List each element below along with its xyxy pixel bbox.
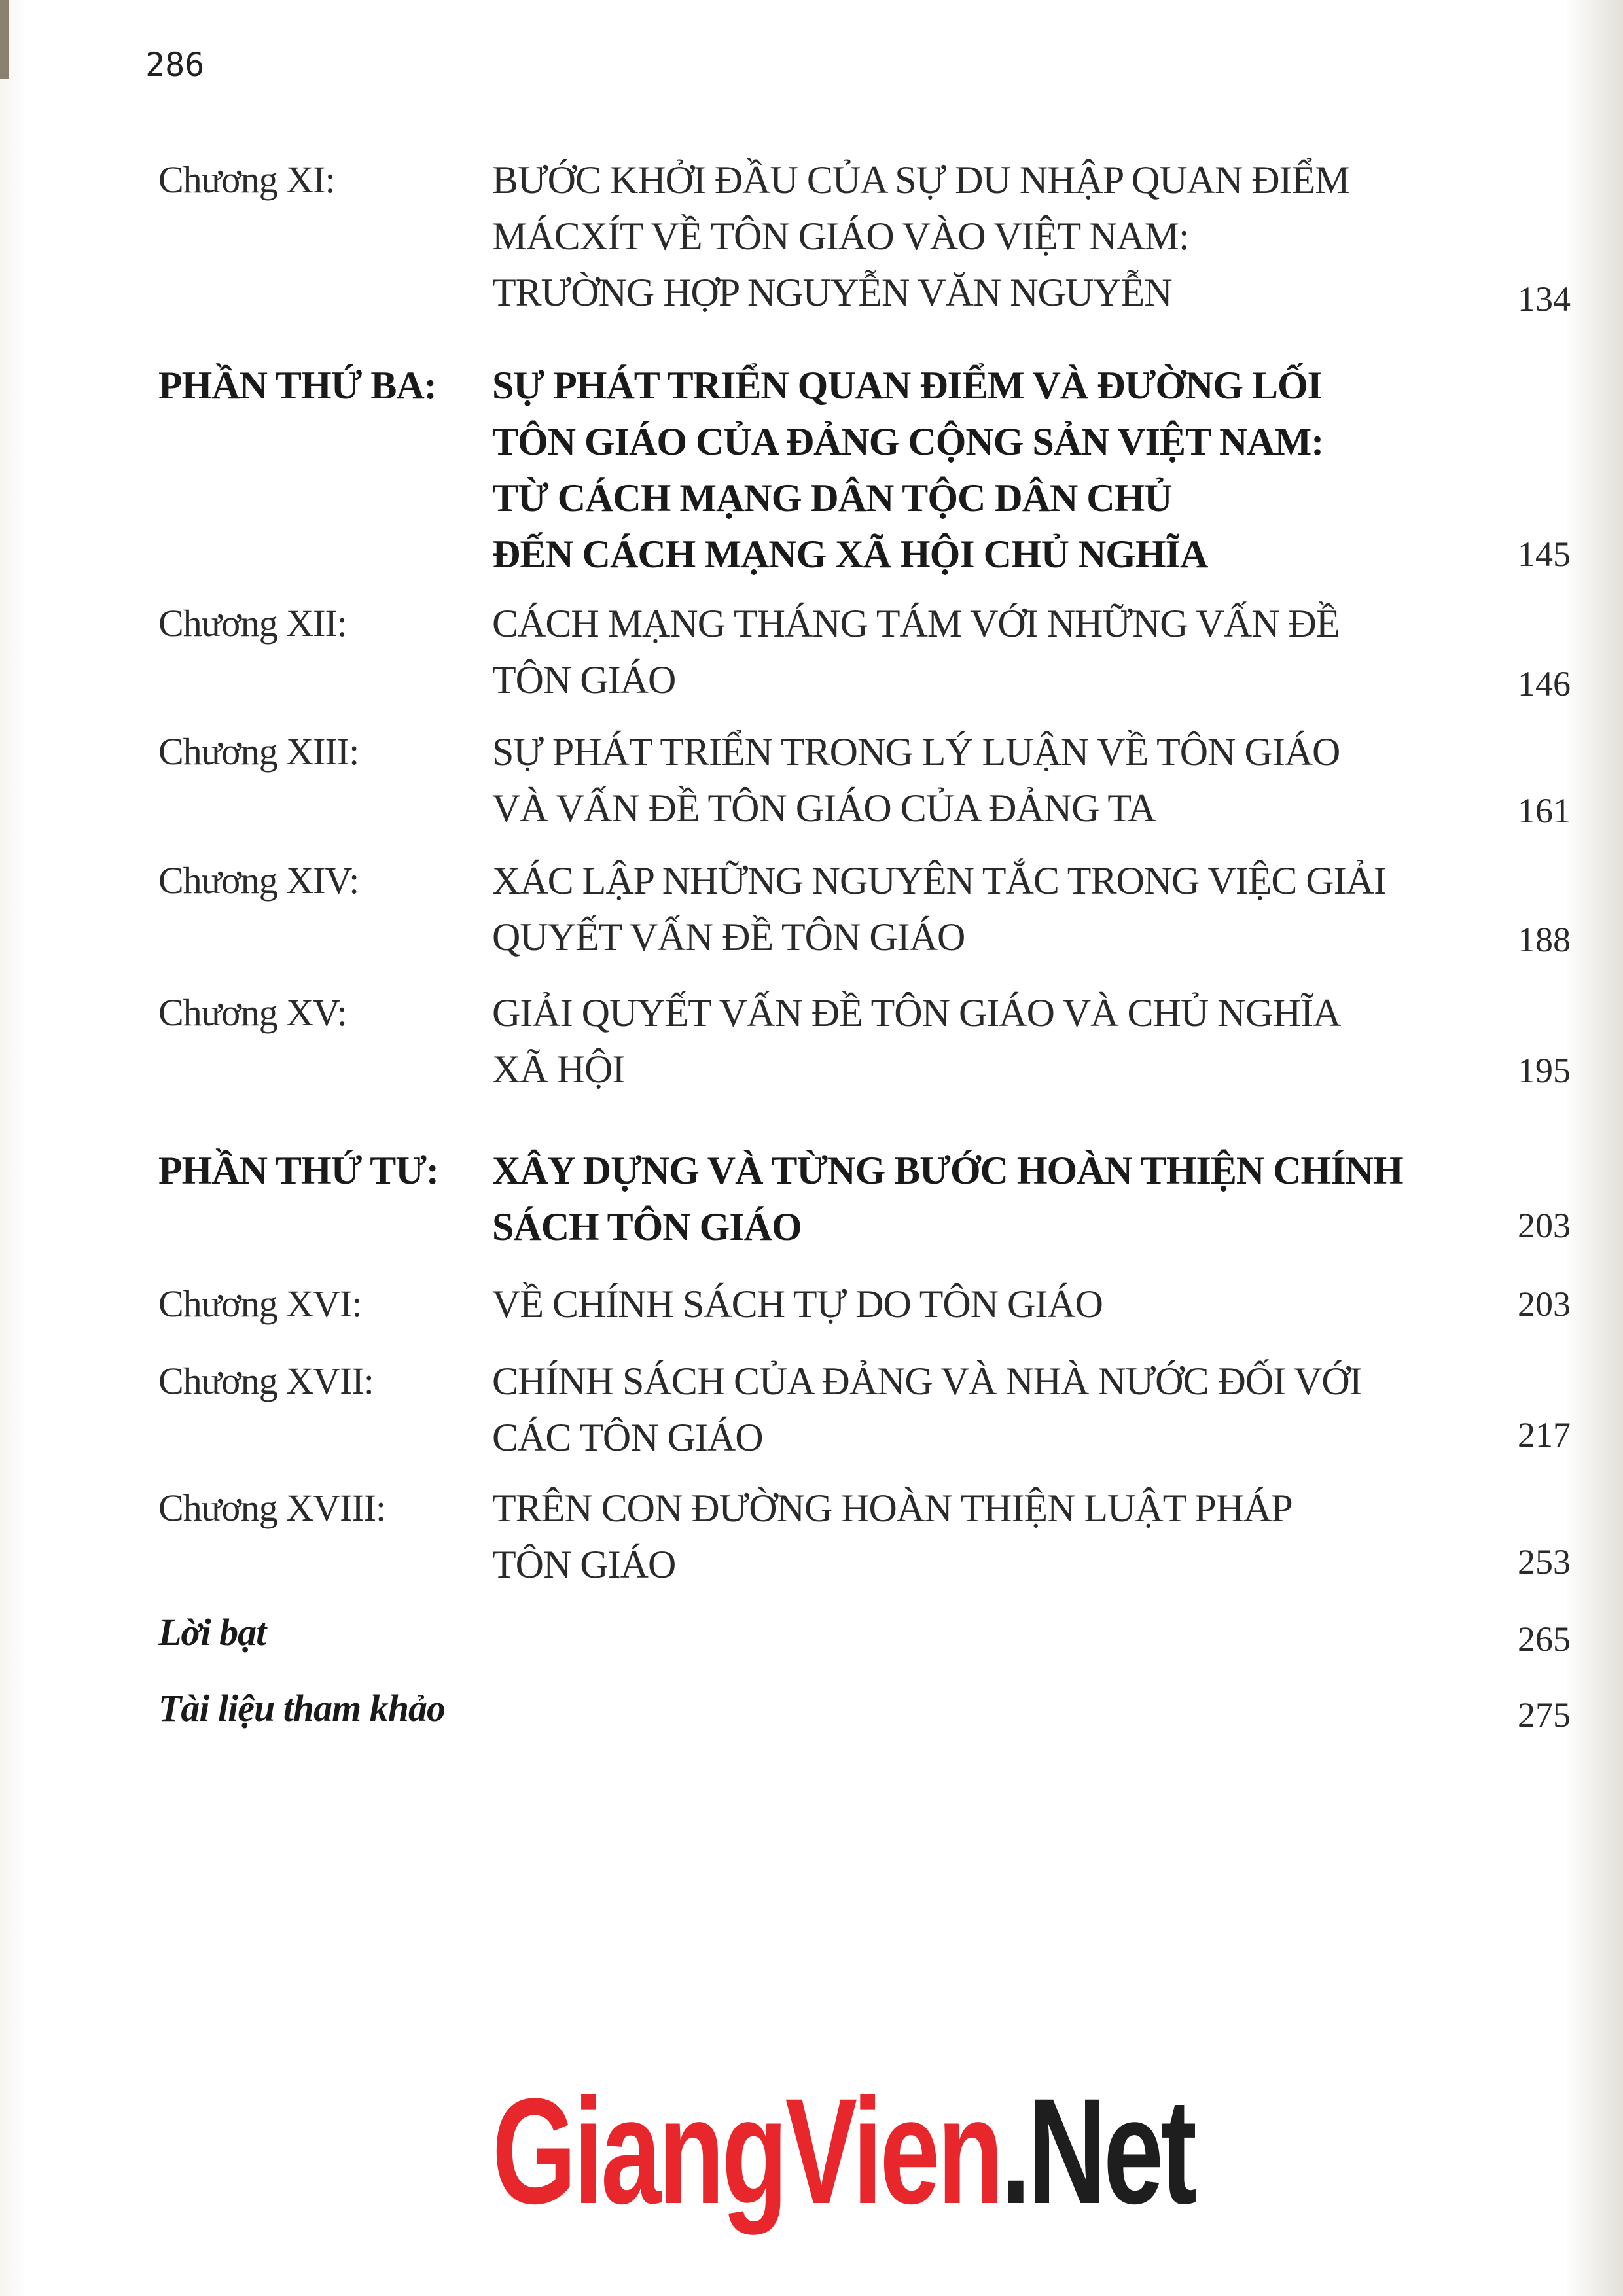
toc-title-line: SỰ PHÁT TRIỂN TRONG LÝ LUẬN VỀ TÔN GIÁO — [492, 730, 1340, 773]
toc-title-line: TRƯỜNG HỢP NGUYỄN VĂN NGUYỄN — [492, 271, 1172, 314]
watermark-part-giang: Giang — [492, 2067, 785, 2235]
toc-entry-title — [492, 1353, 1461, 1466]
watermark-part-net: .Net — [1001, 2067, 1194, 2235]
toc-entry-label: Chương XVI: — [158, 1282, 362, 1325]
toc-title-line: MÁCXÍT VỀ TÔN GIÁO VÀO VIỆT NAM: — [492, 215, 1189, 258]
toc-entry-title — [492, 853, 1461, 965]
toc-title-line: CHÍNH SÁCH CỦA ĐẢNG VÀ NHÀ NƯỚC ĐỐI VỚI — [492, 1360, 1362, 1403]
toc-entry-label: Chương XII: — [158, 602, 347, 645]
toc-title-line: QUYẾT VẤN ĐỀ TÔN GIÁO — [492, 915, 965, 959]
toc-title-line: VỀ CHÍNH SÁCH TỰ DO TÔN GIÁO — [492, 1282, 1103, 1326]
toc-page-number: 253 — [1518, 1542, 1571, 1581]
watermark-part-vien: Vien — [785, 2067, 1001, 2235]
toc-title-line: XÁC LẬP NHỮNG NGUYÊN TẮC TRONG VIỆC GIẢI — [492, 859, 1386, 902]
watermark-logo — [492, 2064, 1194, 2238]
toc-entry-label: Chương XVIII: — [158, 1487, 386, 1529]
toc-entry-label: Chương XV: — [158, 991, 347, 1034]
toc-title-line: TÔN GIÁO CỦA ĐẢNG CỘNG SẢN VIỆT NAM: — [492, 420, 1324, 463]
toc-entry-title — [492, 357, 1461, 582]
toc-page-number: 146 — [1518, 664, 1571, 703]
toc-title-line: XÃ HỘI — [492, 1048, 625, 1091]
toc-title-line: CÁC TÔN GIÁO — [492, 1416, 763, 1459]
toc-title-line: TÔN GIÁO — [492, 658, 676, 701]
page-number: 286 — [145, 46, 205, 84]
toc-title-line: TÔN GIÁO — [492, 1543, 676, 1586]
toc-entry-label: Tài liệu tham khảo — [158, 1687, 446, 1729]
toc-title-line: TỪ CÁCH MẠNG DÂN TỘC DÂN CHỦ — [492, 476, 1172, 520]
toc-page-number: 145 — [1518, 535, 1571, 574]
toc-title-line: VÀ VẤN ĐỀ TÔN GIÁO CỦA ĐẢNG TA — [492, 786, 1156, 830]
toc-title-line: SỰ PHÁT TRIỂN QUAN ĐIỂM VÀ ĐƯỜNG LỐI — [492, 364, 1323, 407]
toc-entry-label: Chương XVII: — [158, 1360, 374, 1402]
toc-page-number: 203 — [1518, 1206, 1571, 1245]
toc-entry-label: Chương XI: — [158, 158, 335, 201]
toc-title-line: ĐẾN CÁCH MẠNG XÃ HỘI CHỦ NGHĨA — [492, 533, 1208, 576]
toc-entry-label: PHẦN THỨ BA: — [158, 364, 437, 407]
toc-title-line: XÂY DỰNG VÀ TỪNG BƯỚC HOÀN THIỆN CHÍNH — [492, 1149, 1403, 1192]
toc-entry-title — [492, 1480, 1461, 1593]
toc-page-number: 203 — [1518, 1284, 1571, 1324]
toc-page-number: 134 — [1518, 279, 1571, 319]
toc-title-line: SÁCH TÔN GIÁO — [492, 1205, 802, 1248]
toc-entry-label: Chương XIV: — [158, 859, 359, 902]
toc-page-number: 275 — [1518, 1695, 1571, 1735]
toc-page-number: 195 — [1518, 1051, 1571, 1090]
toc-entry-label: PHẦN THỨ TƯ: — [158, 1149, 439, 1192]
toc-title-line: CÁCH MẠNG THÁNG TÁM VỚI NHỮNG VẤN ĐỀ — [492, 602, 1340, 645]
toc-entry-label: Chương XIII: — [158, 730, 359, 773]
toc-page-number: 188 — [1518, 920, 1571, 959]
toc-page-number: 161 — [1518, 791, 1571, 830]
toc-entry-title — [492, 985, 1461, 1097]
toc-page-number: 265 — [1518, 1619, 1571, 1659]
toc-title-line: GIẢI QUYẾT VẤN ĐỀ TÔN GIÁO VÀ CHỦ NGHĨA — [492, 991, 1341, 1034]
toc-title-line: BƯỚC KHỞI ĐẦU CỦA SỰ DU NHẬP QUAN ĐIỂM — [492, 158, 1349, 202]
toc-title-line: TRÊN CON ĐƯỜNG HOÀN THIỆN LUẬT PHÁP — [492, 1487, 1293, 1530]
toc-entry-title — [492, 595, 1461, 708]
toc-page-number: 217 — [1518, 1415, 1571, 1455]
toc-entry-title — [492, 1276, 1461, 1332]
toc-entry-title — [492, 152, 1461, 321]
toc-entry-title — [492, 724, 1461, 836]
toc-entry-label: Lời bạt — [158, 1611, 266, 1653]
toc-entry-title — [492, 1142, 1461, 1255]
